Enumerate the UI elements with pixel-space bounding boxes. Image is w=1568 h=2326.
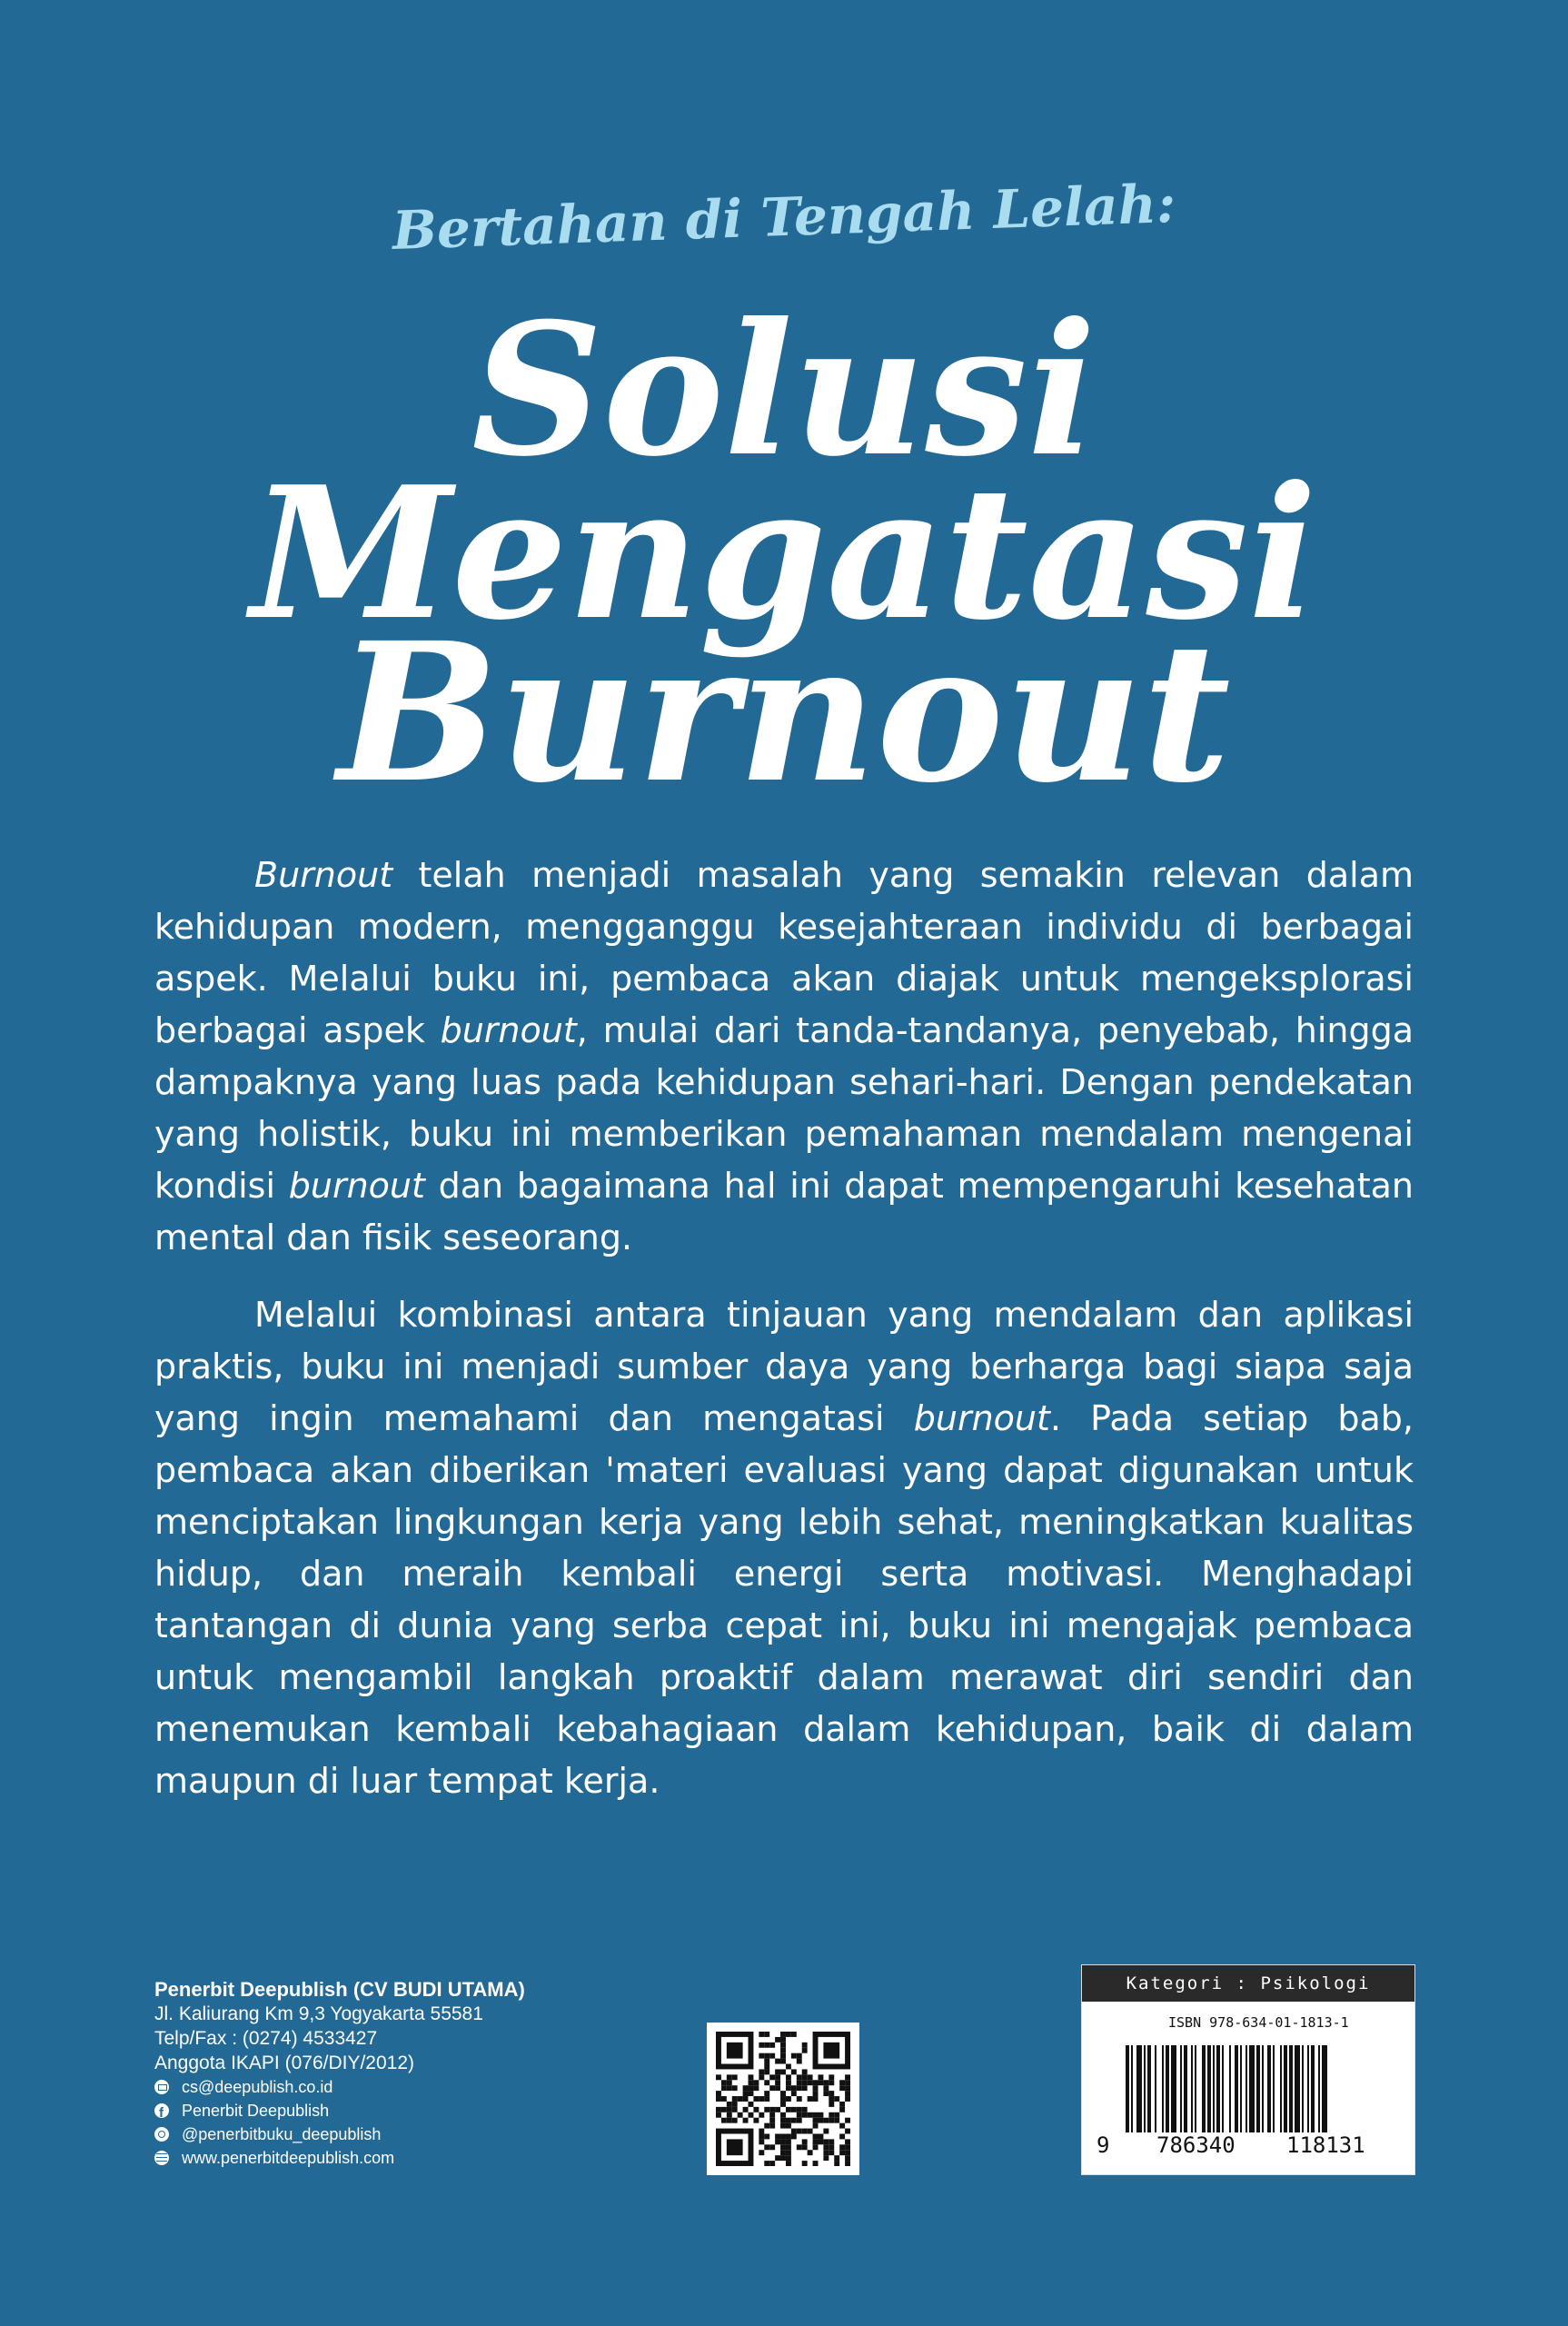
barcode-digits-right: 118131 — [1286, 2132, 1365, 2158]
emphasis-burnout: burnout — [913, 1398, 1050, 1438]
text-run: dan bagaimana hal ini dapat mempengaruhi kesehatan mental dan fisik seseorang. — [154, 1166, 1414, 1257]
cover-title-line-1: Solusi — [471, 283, 1097, 497]
contact-facebook — [154, 2099, 525, 2122]
text-run: telah menjadi masalah yang semakin relevan dalam kehidupan modern, mengganggu kesejahteraan individu di berbagai aspek. Melalui buku ini, pembaca akan diajak untuk mengeksplorasi berbagai aspek — [154, 855, 1414, 1050]
facebook-icon — [154, 2103, 169, 2118]
qr-code — [707, 2023, 859, 2175]
cover-title-line-3: Burnout — [337, 601, 1231, 825]
website-text: www.penerbitdeepublish.com — [182, 2148, 395, 2167]
publisher-address: Jl. Kaliurang Km 9,3 Yogyakarta 55581 — [154, 2003, 483, 2024]
publisher-name: Penerbit Deepublish (CV BUDI UTAMA) — [154, 1978, 525, 2001]
emphasis-burnout: burnout — [288, 1166, 425, 1206]
email-text: cs@deepublish.co.id — [182, 2077, 333, 2096]
instagram-icon — [154, 2127, 169, 2142]
instagram-text: @penerbitbuku_deepublish — [182, 2124, 382, 2143]
isbn-label: ISBN 978-634-01-1813-1 — [1168, 2014, 1349, 2031]
qr-code-graphic — [716, 2032, 850, 2166]
mail-icon — [154, 2080, 169, 2094]
publisher-phone: Telp/Fax : (0274) 4533427 — [154, 2028, 378, 2049]
cover-subtitle: Bertahan di Tengah Lelah: — [391, 172, 1177, 263]
barcode-panel — [1081, 1964, 1415, 2175]
globe-icon — [154, 2151, 169, 2165]
text-run: , mulai dari tanda-tandanya, penyebab, hingga dampaknya yang luas pada kehidupan sehari-hari. Dengan pendekatan yang holistik, buku ini memberikan pemahaman mendalam mengenai kondisi — [154, 1010, 1414, 1206]
barcode-bars — [1126, 2045, 1389, 2132]
description-paragraph-2 — [154, 1289, 1414, 1807]
cover-title-line-2: Mengatasi — [250, 447, 1318, 661]
description — [154, 850, 1414, 1833]
contact-instagram — [154, 2122, 525, 2146]
category-label: Kategori : Psikologi — [1082, 1965, 1414, 2002]
contact-email — [154, 2075, 525, 2099]
publisher-info — [154, 1977, 525, 2170]
facebook-text: Penerbit Deepublish — [182, 2101, 330, 2120]
barcode-digits — [1082, 2132, 1414, 2163]
contact-website — [154, 2146, 525, 2170]
emphasis-burnout: burnout — [440, 1010, 577, 1050]
description-paragraph-1 — [154, 850, 1414, 1264]
text-run: . Pada setiap bab, pembaca akan diberikan 'materi evaluasi yang dapat digunakan untuk menciptakan lingkungan kerja yang lebih sehat, meningkatkan kualitas hidup, dan meraih kembali energi serta motivasi. Menghadapi tantangan di dunia yang serba cepat ini, buku ini mengajak pembaca untuk mengambil langkah proaktif dalam merawat diri sendiri dan menemukan kembali kebahagiaan dalam kehidupan, baik di dalam maupun di luar tempat kerja. — [154, 1398, 1414, 1801]
emphasis-burnout: Burnout — [254, 855, 393, 895]
barcode-digits-left: 786340 — [1156, 2132, 1236, 2158]
barcode-digit-first: 9 — [1097, 2132, 1110, 2158]
publisher-membership: Anggota IKAPI (076/DIY/2012) — [154, 2053, 415, 2073]
text-run: Melalui kombinasi antara tinjauan yang mendalam dan aplikasi praktis, buku ini menjadi sumber daya yang berharga bagi siapa saja yang ingin memahami dan mengatasi — [154, 1295, 1414, 1438]
